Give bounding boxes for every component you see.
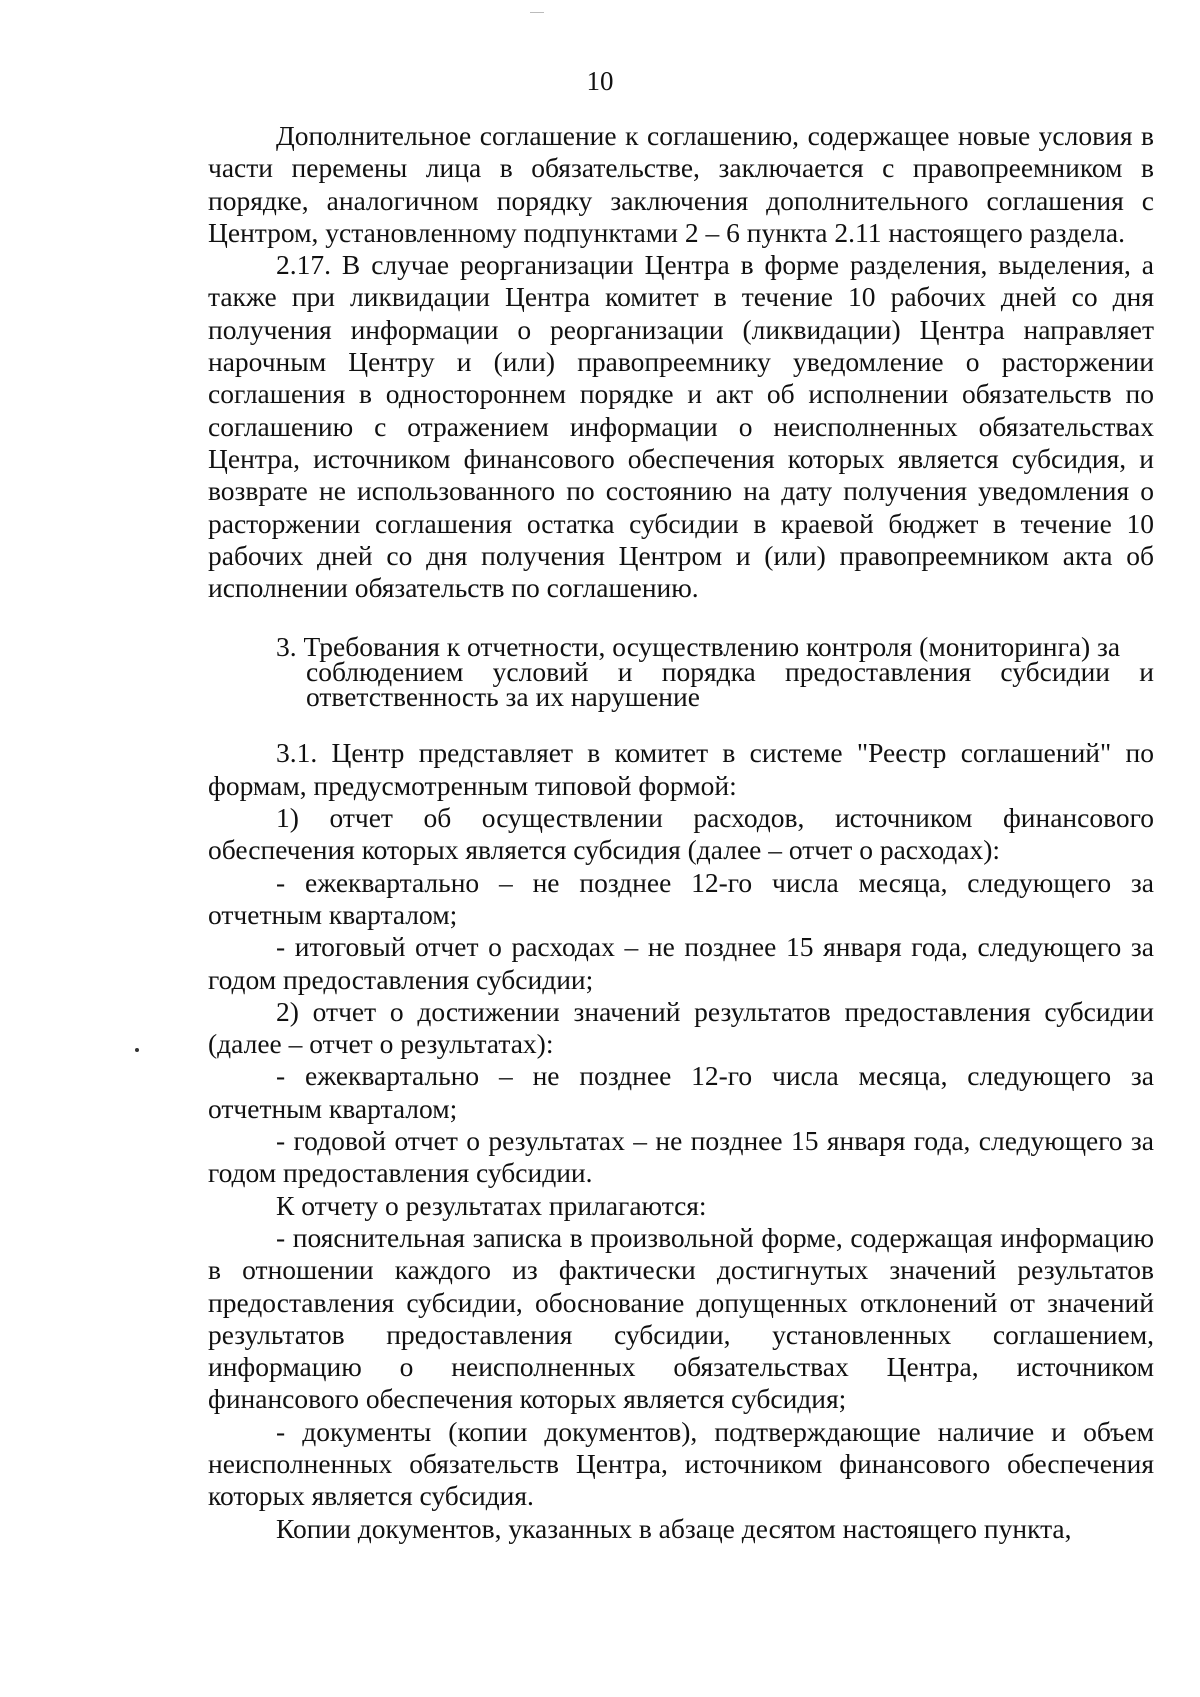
- paragraph: Дополнительное соглашение к соглашению, содержащее новые условия в части перемены лица в обязательстве, заключается с правопреемником в порядке, аналогичном порядку заключения дополнительного соглашения с Центром, установленному подпунктами 2 – 6 пункта 2.11 настоящего раздела.: [208, 120, 1154, 248]
- section-heading-rest: соблюдением условий и порядка предоставления субсидии и ответственность за их нарушение: [306, 656, 1154, 713]
- document-body: [208, 120, 1154, 1545]
- paragraph: 1) отчет об осуществлении расходов, источником финансового обеспечения которых является субсидия (далее – отчет о расходах):: [208, 802, 1154, 866]
- section-heading: [208, 631, 1154, 713]
- paragraph: К отчету о результатах прилагаются:: [276, 1189, 707, 1221]
- paragraph: Копии документов, указанных в абзаце десятом настоящего пункта,: [276, 1512, 1072, 1544]
- paragraph: 2.17. В случае реорганизации Центра в форме разделения, выделения, а также при ликвидации Центра комитет в течение 10 рабочих дней со дня получения информации о реорганизации (ликвидации) Центра направляет нарочным Центру и (или) правопреемнику уведомление о расторжении соглашения в одностороннем порядке и акт об исполнении обязательств по соглашению с отражением информации о неисполненных обязательствах Центра, источником финансового обеспечения которых является субсидия, и возврате не использованного по состоянию на дату получения уведомления о расторжении соглашения остатка субсидии в краевой бюджет в течение 10 рабочих дней со дня получения Центром и (или) правопреемником акта об исполнении обязательств по соглашению.: [208, 249, 1154, 604]
- paragraph: 3.1. Центр представляет в комитет в системе "Реестр соглашений" по формам, предусмотренным типовой формой:: [208, 737, 1154, 801]
- page-number: 10: [586, 66, 614, 96]
- paragraph: - пояснительная записка в произвольной форме, содержащая информацию в отношении каждого из фактически достигнутых значений результатов предоставления субсидии, обоснование допущенных отклонений от значений результатов предоставления субсидии, установленных соглашением, информацию о неисполненных обязательствах Центра, источником финансового обеспечения которых является субсидия;: [208, 1221, 1154, 1415]
- scan-artifact: [530, 12, 544, 13]
- section-heading-line: 3. Требования к отчетности, осуществлению контроля (мониторинга) за: [276, 631, 1121, 663]
- scan-artifact: [135, 1048, 139, 1052]
- paragraph: - годовой отчет о результатах – не позднее 15 января года, следующего за годом предоставления субсидии.: [208, 1125, 1154, 1189]
- paragraph: 2) отчет о достижении значений результатов предоставления субсидии (далее – отчет о результатах):: [208, 995, 1154, 1060]
- paragraph: - ежеквартально – не позднее 12-го числа месяца, следующего за отчетным кварталом;: [208, 866, 1154, 930]
- paragraph: - ежеквартально – не позднее 12-го числа месяца, следующего за отчетным кварталом;: [208, 1060, 1154, 1124]
- paragraph: - итоговый отчет о расходах – не позднее 15 января года, следующего за годом предоставления субсидии;: [208, 931, 1154, 995]
- paragraph: - документы (копии документов), подтверждающие наличие и объем неисполненных обязательств Центра, источником финансового обеспечения которых является субсидия.: [208, 1415, 1154, 1512]
